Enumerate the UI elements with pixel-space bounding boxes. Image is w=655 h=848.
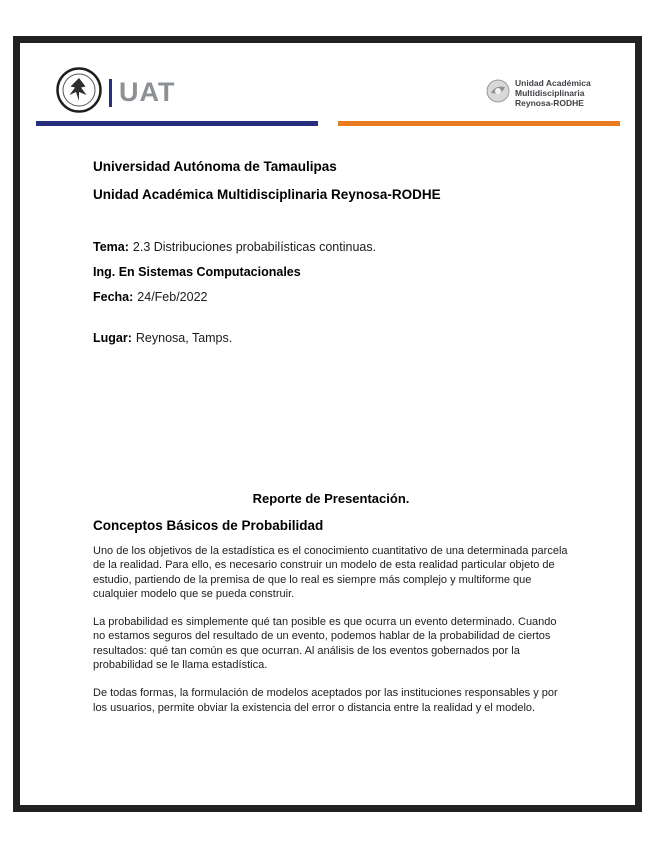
lugar-label: Lugar: (93, 331, 132, 345)
uat-logo-row (56, 67, 176, 118)
header-bar-right (338, 121, 620, 126)
tema-label: Tema: (93, 240, 129, 254)
uat-seal-icon (56, 67, 102, 118)
rodhe-line-3: Reynosa-RODHE (515, 97, 584, 108)
report-title: Reporte de Presentación. (252, 491, 410, 506)
tema-value: 2.3 Distribuciones probabilísticas continuas. (132, 240, 377, 254)
page-body (20, 43, 635, 805)
document-page (13, 36, 642, 812)
university-title: Universidad Autónoma de Tamaulipas (93, 159, 337, 174)
section-heading: Conceptos Básicos de Probabilidad (93, 518, 324, 533)
lugar-line (93, 330, 569, 347)
rodhe-logo (486, 79, 591, 108)
fecha-value: 24/Feb/2022 (137, 290, 208, 304)
fecha-line (93, 289, 569, 306)
unit-title: Unidad Académica Multidisciplinaria Reynosa-RODHE (93, 187, 441, 202)
rodhe-line-2: Multidisciplinaria (515, 87, 585, 98)
body-paragraph: De todas formas, la formulación de modelos aceptados por las instituciones responsables y por los usuarios, permite obviar la existencia del error o distancia entre la realidad y el modelo. (93, 687, 558, 714)
rodhe-logo-text (515, 79, 591, 108)
lugar-value: Reynosa, Tamps. (135, 331, 233, 345)
uat-logo (56, 67, 176, 127)
career-line: Ing. En Sistemas Computacionales (93, 265, 301, 279)
rodhe-line-1: Unidad Académica (515, 78, 591, 88)
header-bar-left (36, 121, 318, 126)
fecha-label: Fecha: (93, 290, 134, 304)
document-content (93, 158, 569, 729)
body-paragraph: La probabilidad es simplemente qué tan posible es que ocurra un evento determinado. Cuando no estamos seguros del resultado de un evento, podemos hablar de la probabilidad de ciertos resultados: qué tan común es que ocurran. Al análisis de los eventos gobernados por la probabilidad se le llama estadística. (93, 616, 557, 672)
uat-wordmark: UAT (119, 77, 176, 107)
uat-divider (109, 79, 112, 107)
body-paragraph: Uno de los objetivos de la estadística es el conocimiento cuantitativo de una determinada parcela de la realidad. Para ello, es necesario construir un modelo de esta realidad particular objeto de estudio, partiendo de la premisa de que lo real es siempre más complejo y multiforme que cualquier modelo que se pueda construir. (93, 545, 568, 600)
rodhe-logo-icon (486, 79, 510, 108)
tema-line (93, 239, 569, 256)
